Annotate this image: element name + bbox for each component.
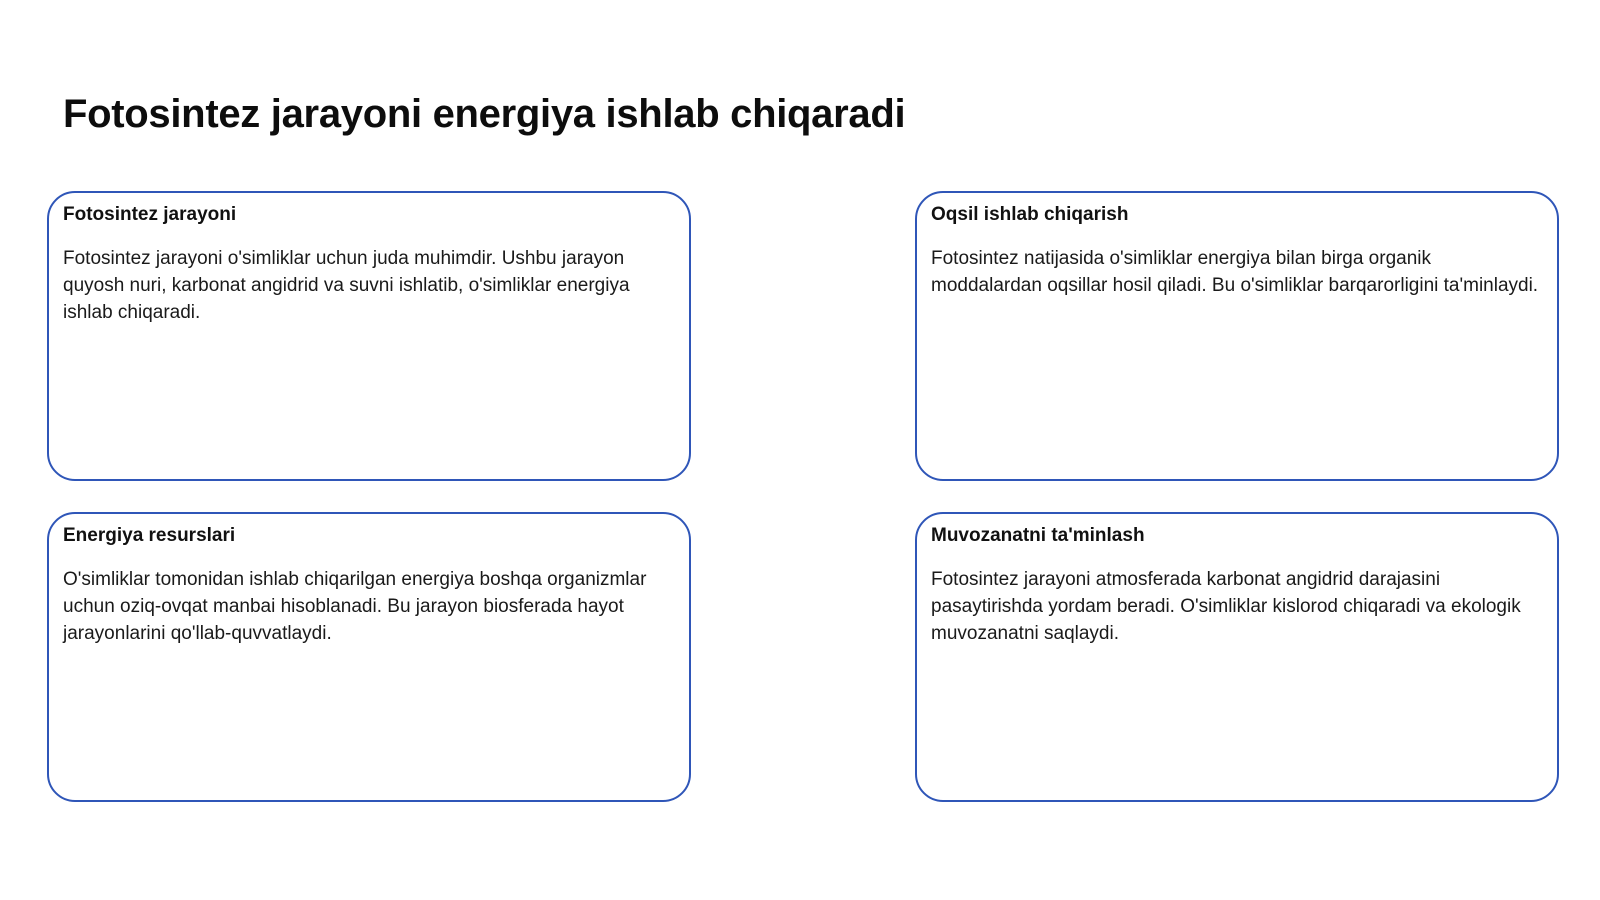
card-fotosintez-jarayoni (47, 191, 691, 481)
card-energiya-resurslari (47, 512, 691, 802)
card-oqsil-ishlab-chiqarish (915, 191, 1559, 481)
card-muvozanatni-taminlash (915, 512, 1559, 802)
card-body: O'simliklar tomonidan ishlab chiqarilgan energiya boshqa organizmlar uchun oziq-ovqat manbai hisoblanadi. Bu jarayon biosferada hayot jarayonlarini qo'llab-quvvatlaydi. (63, 569, 647, 644)
card-title: Oqsil ishlab chiqarish (931, 204, 1129, 225)
card-body: Fotosintez jarayoni o'simliklar uchun juda muhimdir. Ushbu jarayon quyosh nuri, karbonat angidrid va suvni ishlatib, o'simliklar energiya ishlab chiqaradi. (63, 248, 630, 323)
card-body: Fotosintez jarayoni atmosferada karbonat angidrid darajasini pasaytirishda yordam beradi. O'simliklar kislorod chiqaradi va ekologik muvozanatni saqlaydi. (931, 569, 1521, 644)
card-title: Fotosintez jarayoni (63, 204, 237, 225)
slide-title: Fotosintez jarayoni energiya ishlab chiqaradi (63, 92, 906, 136)
card-title: Energiya resurslari (63, 525, 236, 546)
card-title: Muvozanatni ta'minlash (931, 525, 1145, 546)
card-body: Fotosintez natijasida o'simliklar energiya bilan birga organik moddalardan oqsillar hosil qiladi. Bu o'simliklar barqarorligini ta'minlaydi. (931, 248, 1539, 296)
